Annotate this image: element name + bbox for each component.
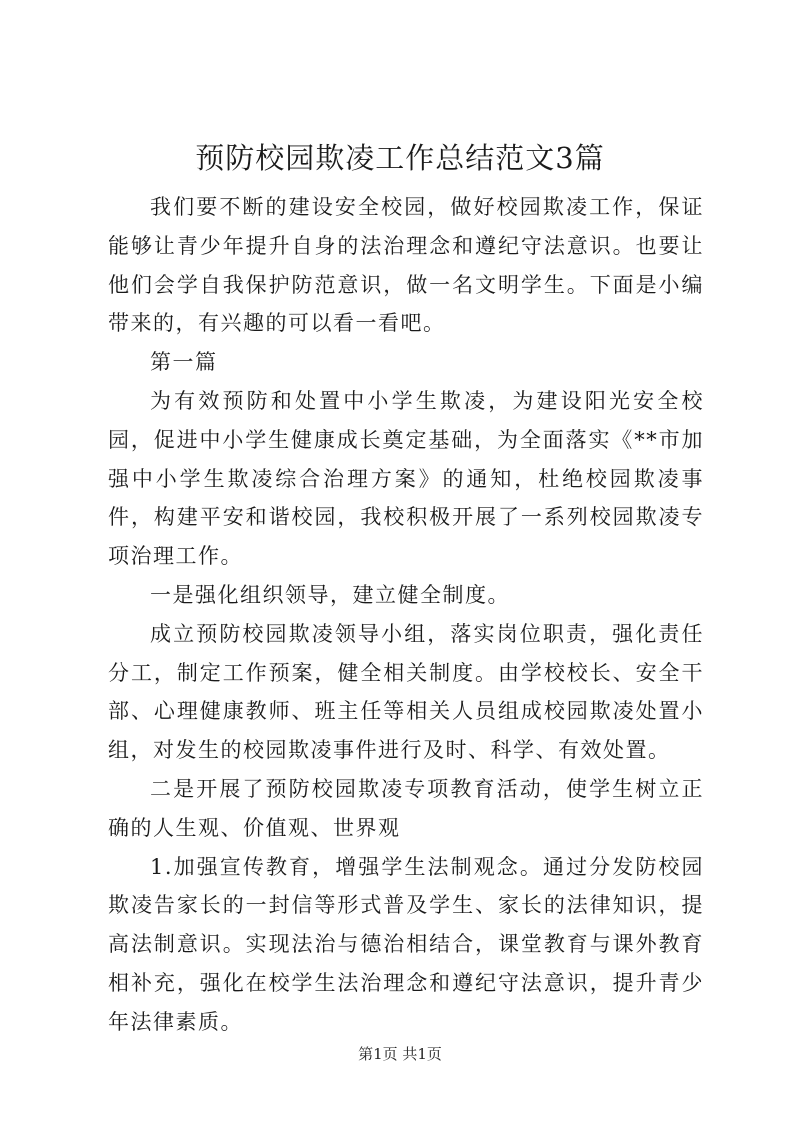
paragraph-intro: 我们要不断的建设安全校园，做好校园欺凌工作，保证能够让青少年提升自身的法治理念和遵纪守法意识。也要让他们会学自我保护防范意识，做一名文明学生。下面是小编带来的，有兴趣的可以看一看吧。 [108, 195, 704, 336]
paragraph: 1.加强宣传教育，增强学生法制观念。通过分发防校园欺凌告家长的一封信等形式普及学生、家长的法律知识，提高法制意识。实现法治与德治相结合，课堂教育与课外教育相补充，强化在校学生法治理念和遵纪守法意识，提升青少年法律素质。 [108, 854, 704, 1034]
paragraph: 为有效预防和处置中小学生欺凌，为建设阳光安全校园，促进中小学生健康成长奠定基础，为全面落实《**市加强中小学生欺凌综合治理方案》的通知，杜绝校园欺凌事件，构建平安和谐校园，我校积极开展了一系列校园欺凌专项治理工作。 [108, 388, 704, 569]
document-title: 预防校园欺凌工作总结范文3篇 [195, 141, 605, 175]
paragraph-point-heading: 一是强化组织领导，建立健全制度。 [150, 582, 510, 607]
paragraph: 成立预防校园欺凌领导小组，落实岗位职责，强化责任分工，制定工作预案，健全相关制度。由学校校长、安全干部、心理健康教师、班主任等相关人员组成校园欺凌处置小组，对发生的校园欺凌事件进行及时、科学、有效处置。 [108, 621, 704, 763]
page-number-label: 第1页 共1页 [358, 1045, 442, 1063]
paragraph-section-heading: 第一篇 [150, 350, 218, 375]
document-body [108, 188, 704, 1042]
paragraph-point-heading: 二是开展了预防校园欺凌专项教育活动，使学生树立正确的人生观、价值观、世界观 [108, 776, 704, 840]
page-number-footer [0, 1044, 800, 1064]
